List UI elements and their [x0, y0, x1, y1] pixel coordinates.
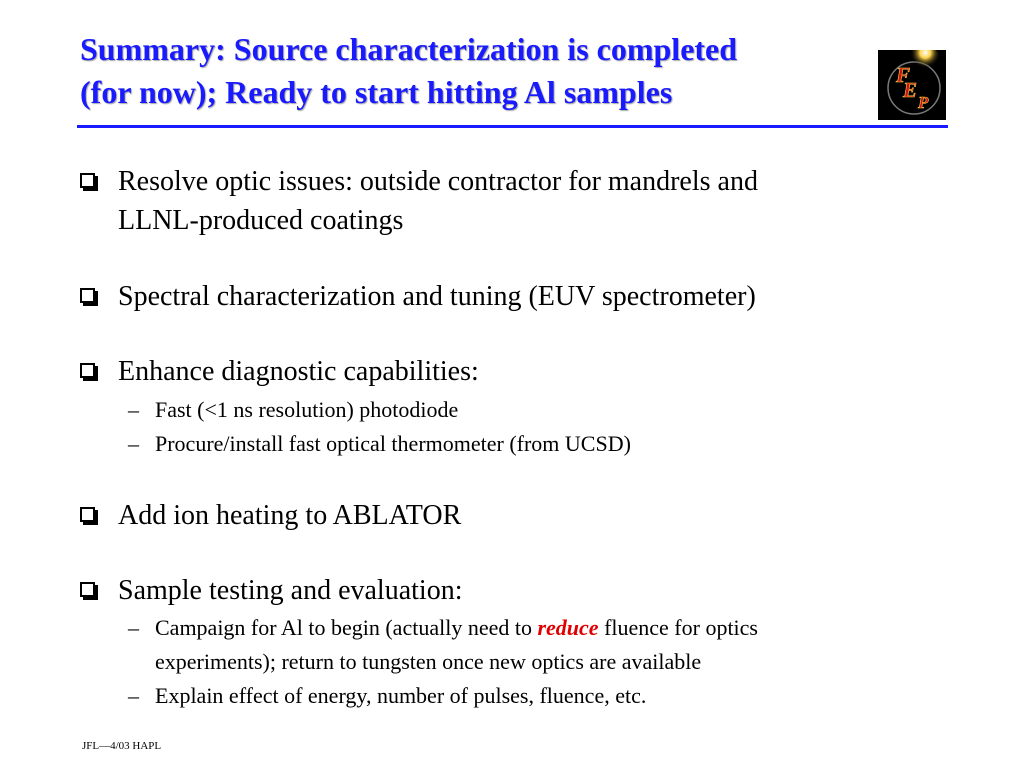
sub-bullet-text: Fast (<1 ns resolution) photodiode	[155, 397, 459, 422]
checkbox-bullet-icon	[80, 288, 95, 303]
svg-text:E: E	[903, 78, 918, 102]
bullet-text: Spectral characterization and tuning (EUV spectrometer)	[118, 281, 756, 312]
sub-bullet-text: Explain effect of energy, number of pulses, fluence, etc.	[155, 683, 647, 708]
emphasized-word: reduce	[537, 615, 599, 640]
fep-logo-graphic	[878, 50, 946, 120]
bullet-text: Enhance diagnostic capabilities:	[118, 356, 479, 387]
svg-text:P: P	[918, 93, 929, 112]
bullet-text: Sample testing and evaluation:	[118, 575, 463, 606]
bullet-text: Resolve optic issues: outside contractor for mandrels and	[118, 166, 758, 197]
dash-marker: –	[128, 431, 139, 456]
sub-bullet-text-continued: experiments); return to tungsten once new optics are available	[155, 649, 702, 674]
slide-title-line-2: (for now); Ready to start hitting Al samples	[80, 74, 673, 110]
checkbox-bullet-icon	[80, 582, 95, 597]
dash-marker: –	[128, 683, 139, 708]
slide-title	[80, 28, 860, 114]
checkbox-bullet-icon	[80, 363, 95, 378]
slide-footer: JFL—4/03 HAPL	[82, 740, 162, 752]
slide-title-line-1: Summary: Source characterization is completed	[80, 31, 738, 67]
fep-logo	[878, 50, 946, 120]
dash-marker: –	[128, 397, 139, 422]
checkbox-bullet-icon	[80, 173, 95, 188]
bullet-text: Add ion heating to ABLATOR	[118, 500, 462, 531]
dash-marker: –	[128, 615, 139, 640]
sub-bullet-text	[155, 611, 758, 645]
sub-bullet-text-part: Campaign for Al to begin (actually need to	[155, 615, 538, 640]
sub-bullet-text-part: fluence for optics	[598, 615, 758, 640]
title-divider	[77, 125, 948, 128]
bullet-text-continued: LLNL-produced coatings	[118, 205, 404, 236]
svg-text:F: F	[896, 63, 911, 87]
sub-bullet-text: Procure/install fast optical thermometer (from UCSD)	[155, 431, 631, 456]
checkbox-bullet-icon	[80, 507, 95, 522]
